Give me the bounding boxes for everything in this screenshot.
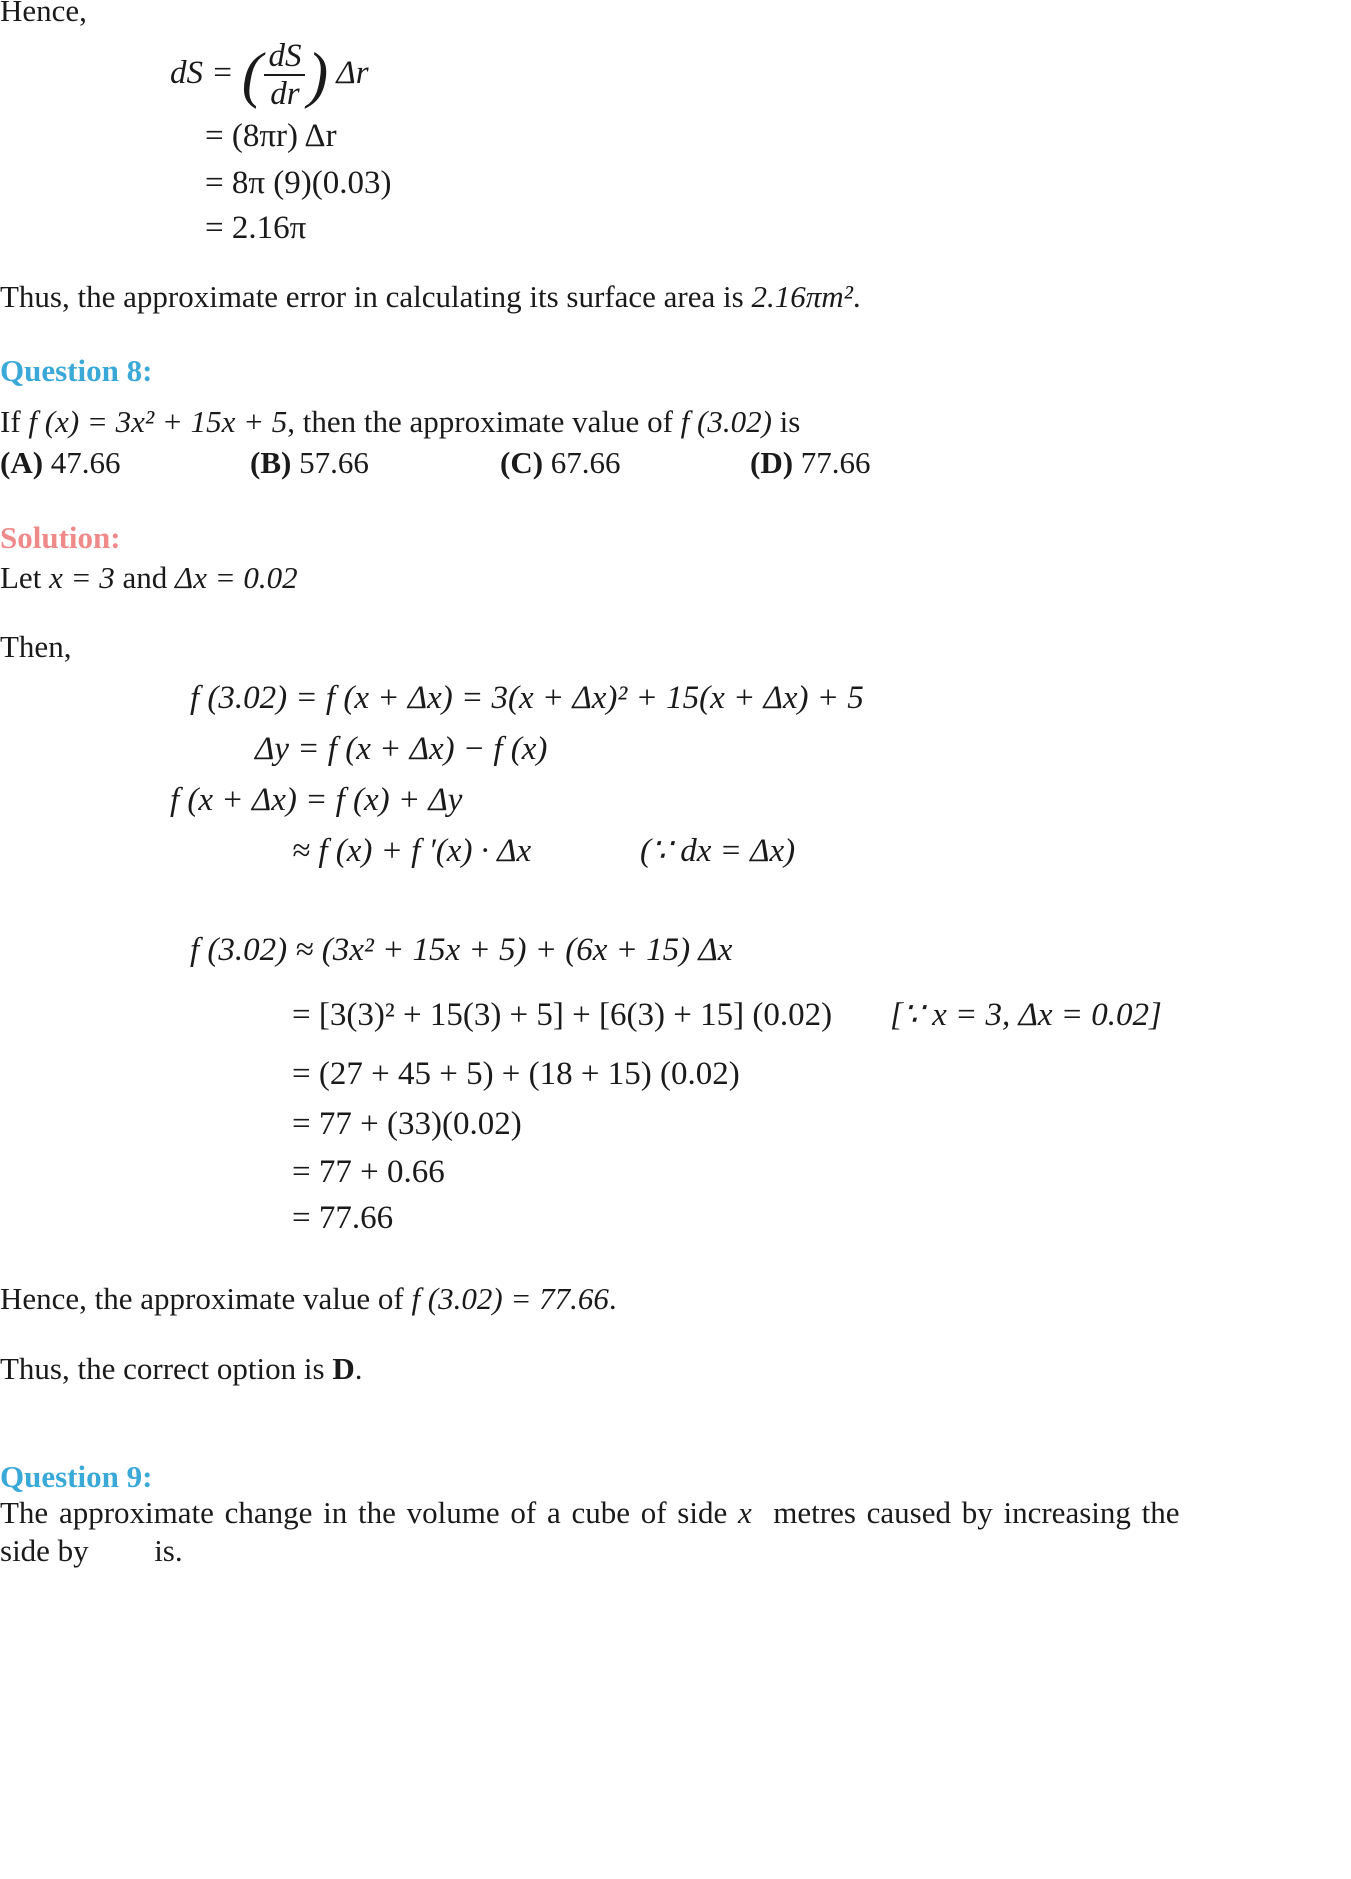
solution-eq-3: f (x + Δx) = f (x) + Δy	[170, 782, 463, 818]
solution-eq-7: = (27 + 45 + 5) + (18 + 15) (0.02)	[292, 1056, 740, 1092]
let-line: Let x = 3 and Δx = 0.02	[0, 560, 298, 595]
solution-eq-10: = 77.66	[292, 1200, 394, 1236]
solution-eq-1: f (3.02) = f (x + Δx) = 3(x + Δx)² + 15(x + Δx) + 5	[190, 680, 864, 716]
option-c: (C) 67.66	[500, 445, 621, 480]
question-8-heading: Question 8:	[0, 353, 153, 388]
correct-option-line: Thus, the correct option is D.	[0, 1351, 363, 1386]
solution-eq-6-note: [∵ x = 3, Δx = 0.02]	[890, 997, 1162, 1033]
solution-heading: Solution:	[0, 520, 121, 555]
option-b: (B) 57.66	[250, 445, 369, 480]
equation-line-4: = 2.16π	[205, 210, 307, 246]
eq1-lhs: dS =	[170, 54, 234, 91]
hence-value-line: Hence, the approximate value of f (3.02) = 77.66.	[0, 1281, 617, 1316]
solution-eq-9: = 77 + 0.66	[292, 1154, 445, 1190]
solution-eq-2: Δy = f (x + Δx) − f (x)	[255, 731, 548, 767]
equation-ds: dS = ( $\frac{dS}{dr}$ ) Δr	[170, 38, 369, 113]
solution-eq-4: ≈ f (x) + f ′(x) · Δx	[292, 833, 532, 869]
option-d: (D) 77.66	[750, 445, 871, 480]
solution-eq-4-note: (∵ dx = Δx)	[640, 833, 796, 869]
ds-dr-fraction: $\frac{dS}{dr}$	[264, 38, 305, 113]
equation-line-3: = 8π (9)(0.03)	[205, 165, 392, 201]
then-line: Then,	[0, 629, 72, 664]
question-8-text: If f (x) = 3x² + 15x + 5, then the approximate value of f (3.02) is	[0, 404, 801, 439]
solution-eq-5: f (3.02) ≈ (3x² + 15x + 5) + (6x + 15) Δx	[190, 932, 733, 968]
hence-line-1: Hence,	[0, 0, 87, 28]
option-a: (A) 47.66	[0, 445, 121, 480]
question-9-heading: Question 9:	[0, 1459, 153, 1494]
equation-line-2: = (8πr) Δr	[205, 118, 337, 154]
solution-eq-6: = [3(3)² + 15(3) + 5] + [6(3) + 15] (0.02)	[292, 997, 833, 1033]
question-9-line-2: side by is.	[0, 1533, 183, 1568]
thus-error-line: Thus, the approximate error in calculating its surface area is 2.16πm².	[0, 279, 861, 314]
solution-eq-8: = 77 + (33)(0.02)	[292, 1106, 522, 1142]
question-9-line-1: The approximate change in the volume of a cube of side x metres caused by increasing the	[0, 1495, 1180, 1530]
eq1-rhs: Δr	[336, 54, 369, 91]
